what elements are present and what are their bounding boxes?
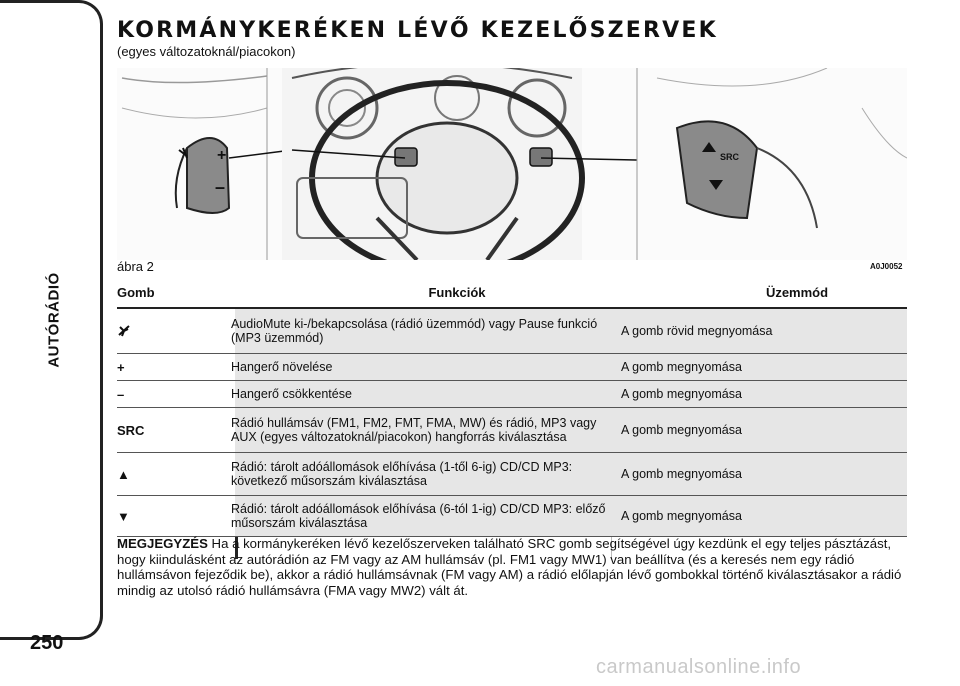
section-label: AUTÓRÁDIÓ xyxy=(45,272,63,368)
function-cell: Hangerő csökkentése xyxy=(231,387,352,401)
table-body xyxy=(117,309,907,537)
button-cell: – xyxy=(117,386,125,402)
mode-cell: A gomb megnyomása xyxy=(621,423,742,437)
function-cell: Hangerő növelése xyxy=(231,360,333,374)
steering-wheel-center xyxy=(282,68,637,260)
function-cell: AudioMute ki-/bekapcsolása (rádió üzemmód) vagy Pause funkció (MP3 üzemmód) xyxy=(231,317,598,345)
table-row xyxy=(117,453,907,496)
page-number: 250 xyxy=(30,632,64,654)
note-text: Ha a kormánykeréken lévő kezelőszerveken található SRC gomb segítségével úgy kezdünk el egy teljes pásztázást, hogy kiindulásként az autórádión az FM vagy az AM hullámsáv (pl. FM1 vagy MW1) van beállítva (és a keresés nem egy rádió hullámsávon fejeződik be), akkor a rádió hullámsávnak (FM vagy AM) a rádió előlapján lévő gombokkal történő kiválasztásakor a rádió mindig az utolsó rádió hullámsávra (FMA vagy MW2) vált át. xyxy=(117,536,902,598)
src-label: SRC xyxy=(720,152,740,162)
right-control-detail xyxy=(637,68,907,260)
note-paragraph xyxy=(117,536,907,598)
steering-wheel-figure xyxy=(117,68,907,260)
mode-cell: A gomb megnyomása xyxy=(621,387,742,401)
mode-cell: A gomb rövid megnyomása xyxy=(621,324,773,338)
figure-caption: ábra 2 xyxy=(117,259,154,274)
controls-table xyxy=(117,279,907,537)
steering-wheel-illustration xyxy=(117,68,907,260)
button-cell: + xyxy=(117,359,125,375)
table-row xyxy=(117,381,907,408)
mode-cell: A gomb megnyomása xyxy=(621,467,742,481)
button-cell: SRC xyxy=(117,422,145,438)
table-row xyxy=(117,496,907,537)
mode-cell: A gomb megnyomása xyxy=(621,360,742,374)
left-control-detail xyxy=(122,68,292,260)
function-cell: Rádió hullámsáv (FM1, FM2, FMT, FMA, MW) és rádió, MP3 vagy AUX (egyes változatoknál/piacokon) hangforrás kiválasztása xyxy=(231,416,597,444)
function-cell: Rádió: tárolt adóállomások előhívása (1-től 6-ig) CD/CD MP3: következő műsorszám kiválasztása xyxy=(231,460,573,488)
table-row xyxy=(117,354,907,381)
button-cell: ▲ xyxy=(117,466,130,482)
page-subtitle: (egyes változatoknál/piacokon) xyxy=(117,44,296,59)
note-label: MEGJEGYZÉS xyxy=(117,536,208,551)
mode-cell: A gomb megnyomása xyxy=(621,509,742,523)
table-row xyxy=(117,309,907,354)
table-header xyxy=(117,279,907,309)
table-row xyxy=(117,408,907,453)
button-cell xyxy=(117,309,227,353)
header-functions: Funkciók xyxy=(428,285,486,300)
footer-watermark: carmanualsonline.info xyxy=(596,656,802,678)
header-button: Gomb xyxy=(117,285,155,300)
mute-icon xyxy=(117,324,131,338)
page-title: KORMÁNYKERÉKEN LÉVŐ KEZELŐSZERVEK xyxy=(117,18,718,43)
svg-text:+: + xyxy=(217,147,227,164)
button-cell: ▼ xyxy=(117,508,130,524)
svg-text:–: – xyxy=(215,177,226,197)
header-mode: Üzemmód xyxy=(765,285,829,300)
function-cell: Rádió: tárolt adóállomások előhívása (6-tól 1-ig) CD/CD MP3: előző műsorszám kiválasztása xyxy=(231,502,606,530)
figure-code: A0J0052 xyxy=(870,262,903,271)
